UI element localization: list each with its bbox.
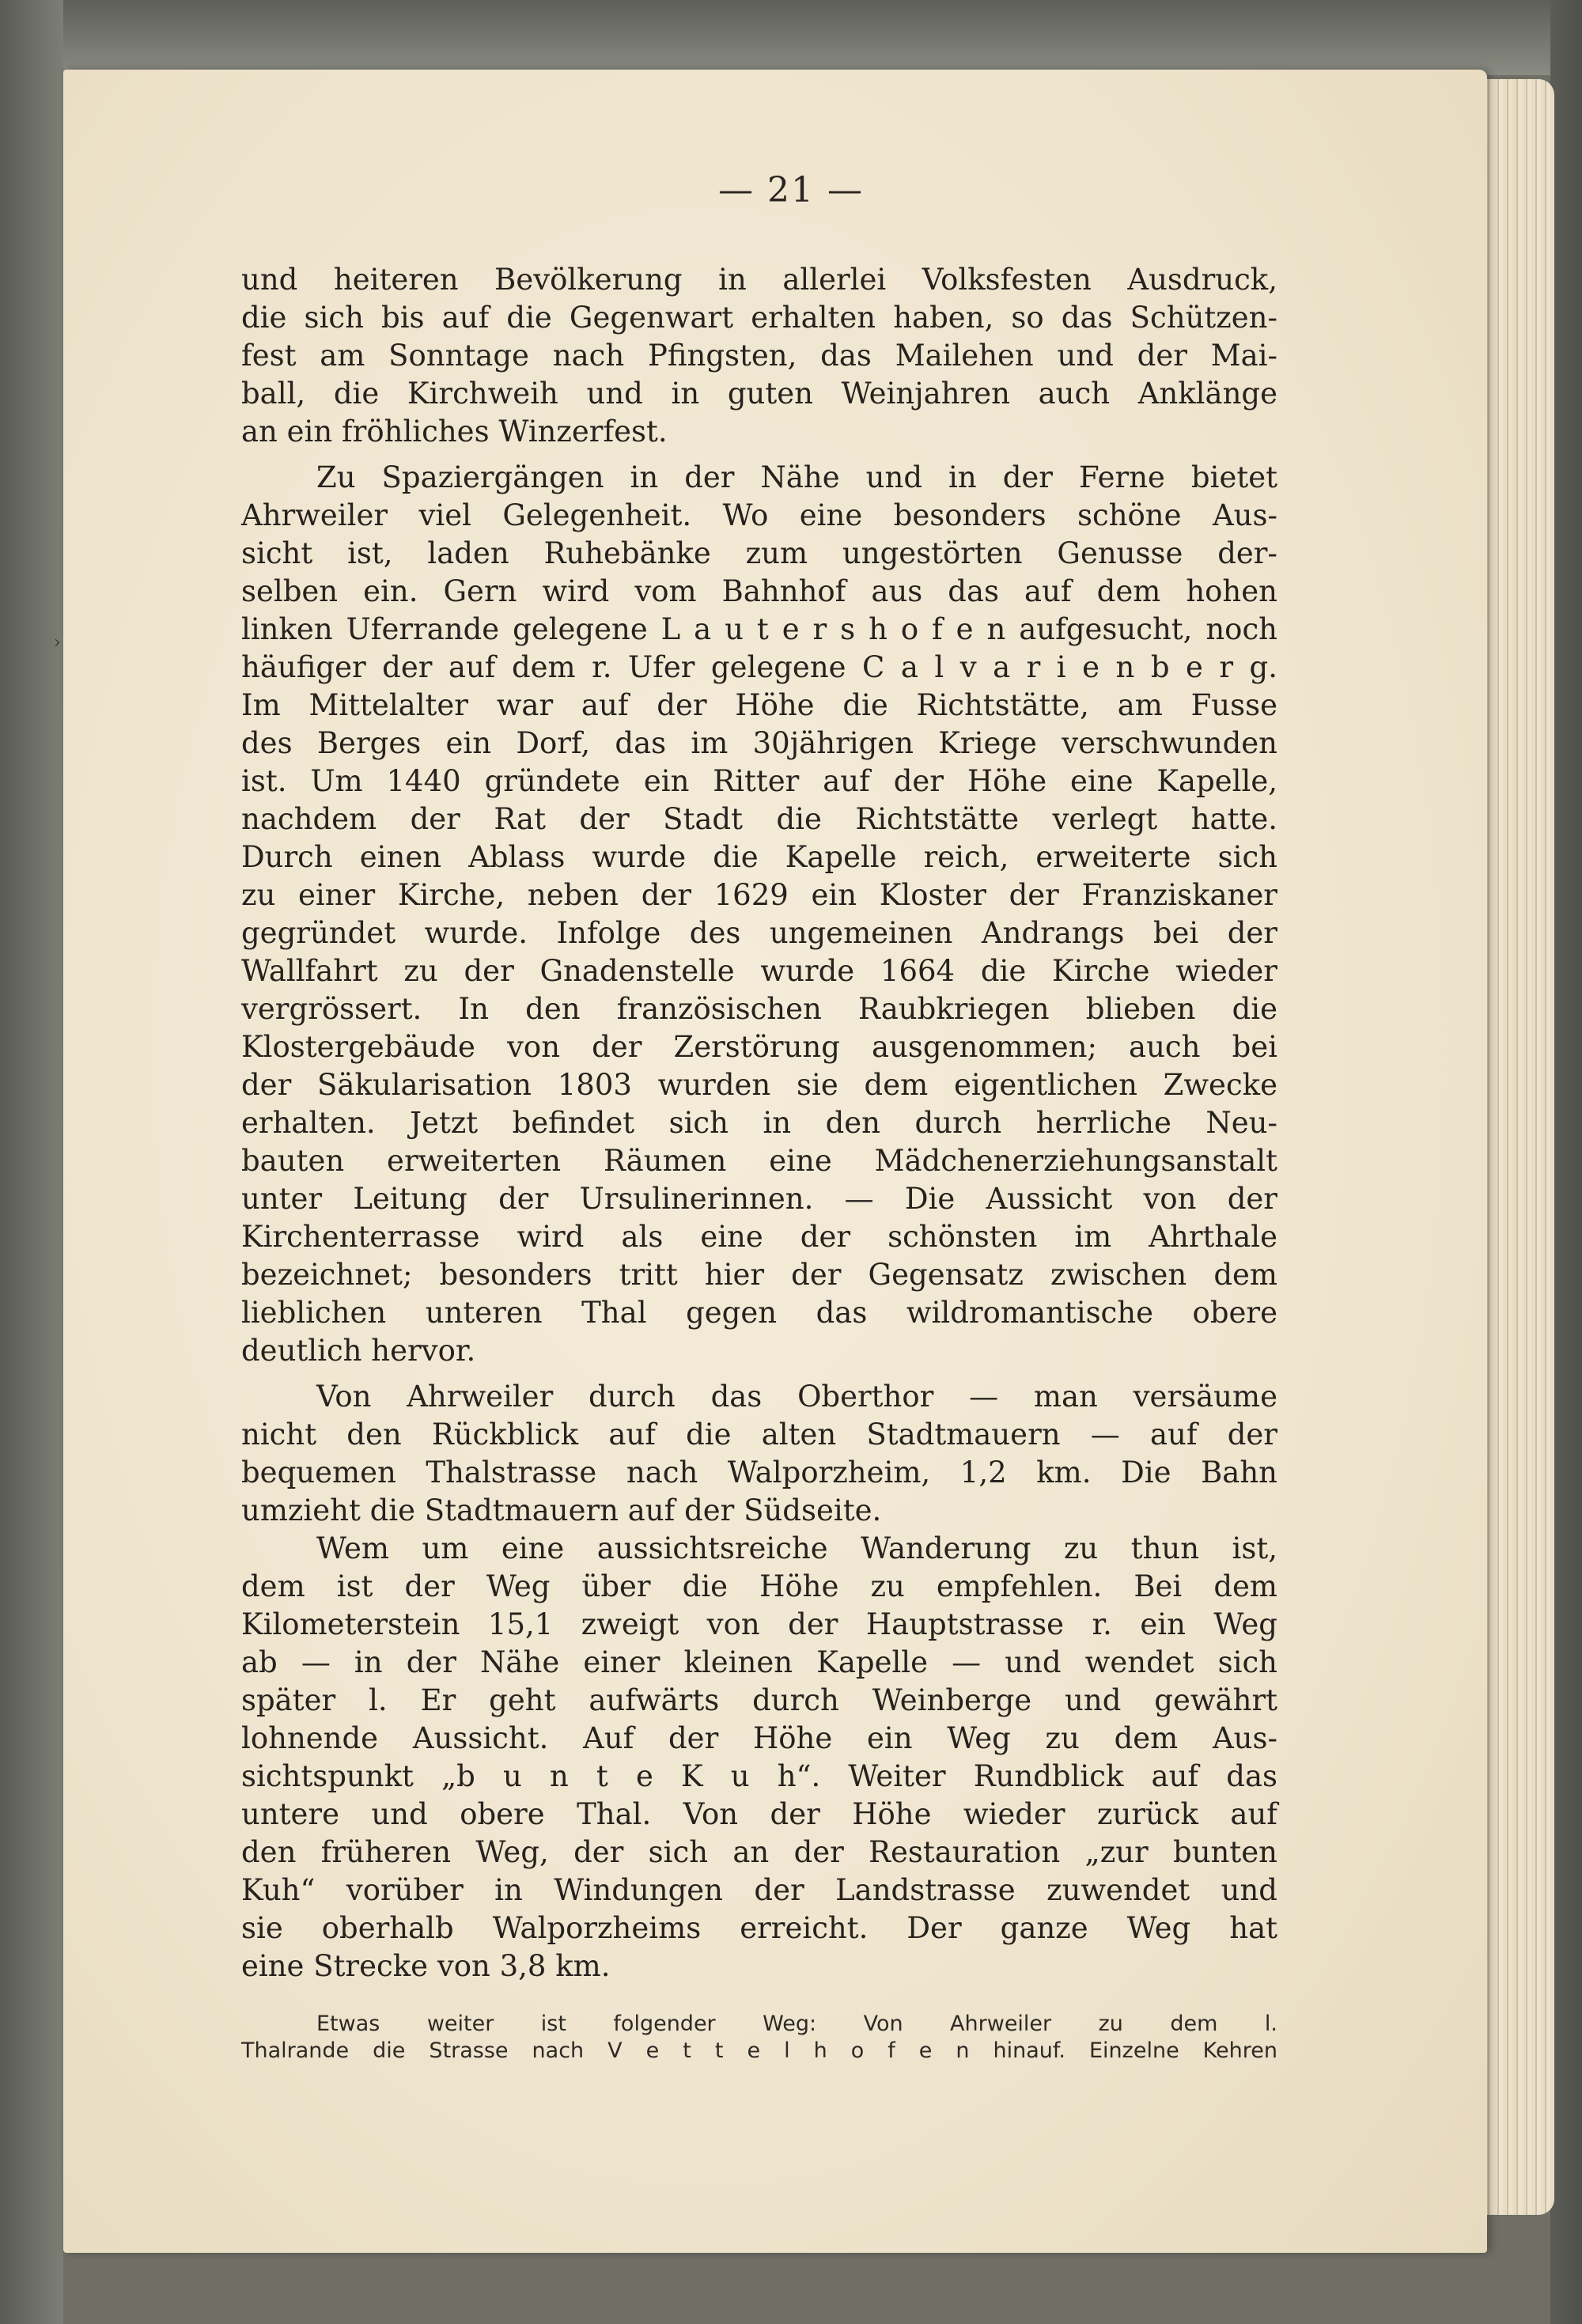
book-cover-right — [1550, 0, 1582, 2324]
text-line: häufiger der auf dem r. Ufer gelegene C a l v a r i e n b e r g. — [241, 650, 1277, 684]
text-line: umzieht die Stadtmauern auf der Südseite. — [241, 1493, 882, 1527]
text-line: sicht ist, laden Ruhebänke zum ungestörten Genusse der- — [241, 536, 1277, 570]
text-line: linken Uferrande gelegene L a u t e r s h o f e n aufgesucht, noch — [241, 612, 1277, 646]
text-line: nicht den Rückblick auf die alten Stadtmauern — auf der — [241, 1417, 1277, 1452]
text-line: Kilometerstein 15,1 zweigt von der Hauptstrasse r. ein Weg — [241, 1607, 1277, 1641]
text-line: zu einer Kirche, neben der 1629 ein Kloster der Franziskaner — [241, 878, 1277, 912]
text-line: deutlich hervor. — [241, 1334, 476, 1368]
book-cover-left — [0, 0, 63, 2324]
text-line: bauten erweiterten Räumen eine Mädchenerziehungsanstalt — [241, 1144, 1277, 1178]
paragraph-gap — [241, 1370, 1277, 1378]
text-line: die sich bis auf die Gegenwart erhalten haben, so das Schützen- — [241, 301, 1277, 335]
text-line: später l. Er geht aufwärts durch Weinberge und gewährt — [241, 1683, 1277, 1717]
text-line: Durch einen Ablass wurde die Kapelle reich, erweiterte sich — [241, 840, 1277, 874]
text-line: bequemen Thalstrasse nach Walporzheim, 1,2 km. Die Bahn — [241, 1455, 1277, 1489]
text-line: Ahrweiler viel Gelegenheit. Wo eine besonders schöne Aus- — [241, 498, 1277, 532]
text-line: ab — in der Nähe einer kleinen Kapelle — und wendet sich — [241, 1645, 1277, 1679]
text-line: eine Strecke von 3,8 km. — [241, 1949, 611, 1983]
text-line: Kirchenterrasse wird als eine der schönsten im Ahrthale — [241, 1220, 1277, 1254]
text-line: gegründet wurde. Infolge des ungemeinen Andrangs bei der — [241, 916, 1277, 950]
text-line: Wem um eine aussichtsreiche Wanderung zu thun ist, — [316, 1531, 1277, 1565]
paragraph-gap — [241, 451, 1277, 459]
text-line: Im Mittelalter war auf der Höhe die Richtstätte, am Fusse — [241, 688, 1277, 722]
text-line: Thalrande die Strasse nach V e t t e l h o f e n hinauf. Einzelne Kehren — [241, 2038, 1277, 2063]
page-number: — 21 — — [718, 170, 864, 210]
text-line: dem ist der Weg über die Höhe zu empfehlen. Bei dem — [241, 1569, 1277, 1603]
text-line: des Berges ein Dorf, das im 30jährigen Kriege verschwunden — [241, 726, 1277, 760]
text-line: nachdem der Rat der Stadt die Richtstätte verlegt hatte. — [241, 802, 1277, 836]
text-line: vergrössert. In den französischen Raubkriegen blieben die — [241, 992, 1277, 1026]
text-line: untere und obere Thal. Von der Höhe wieder zurück auf — [241, 1797, 1277, 1831]
text-line: erhalten. Jetzt befindet sich in den durch herrliche Neu- — [241, 1106, 1277, 1140]
text-line: selben ein. Gern wird vom Bahnhof aus das auf dem hohen — [241, 574, 1277, 608]
text-line: Wallfahrt zu der Gnadenstelle wurde 1664 die Kirche wieder — [241, 954, 1277, 988]
text-line: Klostergebäude von der Zerstörung ausgenommen; auch bei — [241, 1030, 1277, 1064]
text-line: den früheren Weg, der sich an der Restauration „zur bunten — [241, 1835, 1277, 1869]
text-line: Etwas weiter ist folgender Weg: Von Ahrweiler zu dem l. — [316, 2012, 1277, 2036]
text-line: Kuh“ vorüber in Windungen der Landstrasse zuwendet und — [241, 1873, 1277, 1907]
body-text — [241, 261, 1277, 1985]
text-line: lohnende Aussicht. Auf der Höhe ein Weg zu dem Aus- — [241, 1721, 1277, 1755]
book-cover-top — [0, 0, 1582, 75]
text-line: an ein fröhliches Winzerfest. — [241, 414, 668, 449]
text-line: ist. Um 1440 gründete ein Ritter auf der Höhe eine Kapelle, — [241, 764, 1277, 798]
text-line: ball, die Kirchweih und in guten Weinjahren auch Anklänge — [241, 377, 1277, 411]
footnote — [241, 2011, 1277, 2065]
text-line: bezeichnet; besonders tritt hier der Gegensatz zwischen dem — [241, 1258, 1277, 1292]
text-line: sie oberhalb Walporzheims erreicht. Der ganze Weg hat — [241, 1911, 1277, 1945]
text-line: und heiteren Bevölkerung in allerlei Volksfesten Ausdruck, — [241, 263, 1277, 297]
text-line: sichtspunkt „b u n t e K u h“. Weiter Rundblick auf das — [241, 1759, 1277, 1793]
text-line: lieblichen unteren Thal gegen das wildromantische obere — [241, 1296, 1277, 1330]
text-line: Von Ahrweiler durch das Oberthor — man versäume — [316, 1380, 1277, 1414]
margin-mark: › — [54, 633, 61, 653]
text-line: der Säkularisation 1803 wurden sie dem eigentlichen Zwecke — [241, 1068, 1277, 1102]
text-line: Zu Spaziergängen in der Nähe und in der Ferne bietet — [316, 460, 1277, 494]
text-line: fest am Sonntage nach Pfingsten, das Mailehen und der Mai- — [241, 339, 1277, 373]
text-line: unter Leitung der Ursulinerinnen. — Die Aussicht von der — [241, 1182, 1277, 1216]
